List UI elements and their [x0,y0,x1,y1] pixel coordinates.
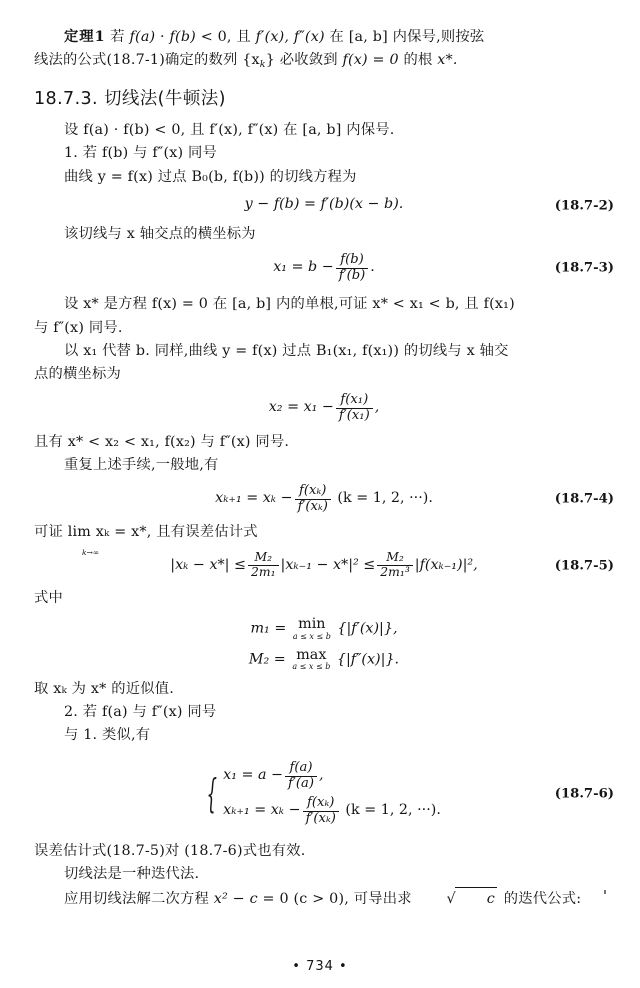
paragraph-16c: 的迭代公式: [499,890,582,907]
eq6-line2-trail: (k = 1, 2, ···). [345,801,441,818]
paragraph-16b: = 0 (c > 0), 可导出求 [257,890,417,907]
equation-18-7-2-row [34,196,614,216]
eq4-lhs: xₖ₊₁ = xₖ − [215,489,293,506]
eq6-line2-lhs: xₖ₊₁ = xₖ − [223,801,301,818]
equation-18-7-6-tag: (18.7-6) [554,786,614,802]
paragraph-1: 设 f(a) · f(b) < 0, 且 f′(x), f″(x) 在 [a, b] 内保号. [64,122,395,139]
paragraph-16a: 应用切线法解二次方程 [64,890,214,907]
paragraph-6b: 点的横坐标为 [34,365,121,382]
scan-artifact [604,890,606,894]
paragraph-12: 2. 若 f(a) 与 f″(x) 同号 [64,704,217,721]
eq6-line2-fraction [303,796,339,826]
eq6-line1-denominator: f′(a) [285,776,317,792]
eqm2-lhs: M₂ = [248,651,286,668]
equation-m2-row [34,648,614,671]
theorem-line2b: } 必收敛到 [265,52,343,69]
eqx2-trail: , [374,398,380,415]
eqx2-numerator: f(x₁) [340,392,369,408]
eqm1-limit: a ≤ x ≤ b [292,631,331,641]
paragraph-9-text: 可证 lim xₖ = x*, 且有误差估计式 [34,524,258,541]
eq6-line-1 [223,761,441,791]
eqx2-denominator: f′(x₁) [336,408,373,424]
eq4-fraction [295,484,331,514]
eq3-trail: . [370,258,375,275]
eqm1-rhs: {|f′(x)|}, [337,620,398,637]
equation-18-7-3-tag: (18.7-3) [554,260,614,276]
theorem-expr-fafb: f(a) · f(b) [129,29,196,45]
eq3-denominator: f′(b) [336,268,369,284]
eqm1-min-operator [293,617,331,640]
eq6-line2-numerator: f(xₖ) [307,794,335,810]
eq5-fraction-1 [248,551,279,580]
paragraph-14: 误差估计式(18.7-5)对 (18.7-6)式也有效. [34,843,306,860]
equation-18-7-2-body: y − f(b) = f′(b)(x − b). [244,195,404,212]
eqm2-op: max [296,646,327,663]
eq3-fraction [336,253,369,283]
eq5-frac1-denominator: 2m₁ [248,565,279,580]
eqm2-max-operator [292,648,330,671]
eq6-brace-group [207,757,441,830]
eq5-part2: |xₖ₋₁ − x*|² ≤ [280,557,376,574]
paragraph-3: 曲线 y = f(x) 过点 B₀(b, f(b)) 的切线方程为 [64,168,357,185]
paragraph-5b: 与 f″(x) 同号. [34,319,123,336]
paragraph-15: 切线法是一种迭代法. [64,866,200,883]
eq3-numerator: f(b) [340,251,364,267]
radical-sign: √ [446,890,456,907]
theorem-text-b: < 0, 且 [195,29,256,45]
equation-18-7-4-body [34,484,614,514]
eq6-line2-denominator: f′(xₖ) [303,811,339,827]
equation-18-7-5-body [34,551,614,580]
paragraph-10: 式中 [34,590,63,607]
sqrt-c-radical [416,887,499,911]
eq4-numerator: f(xₖ) [299,482,327,498]
theorem-line2: 线法的公式(18.7-1)确定的数列 {x [34,52,260,69]
eq6-line-2 [223,796,441,826]
eqx2-fraction [336,393,373,423]
paragraph-4: 该切线与 x 轴交点的横坐标为 [64,225,256,242]
eqm2-rhs: {|f″(x)|}. [336,651,400,668]
paragraph-5a: 设 x* 是方程 f(x) = 0 在 [a, b] 内的单根,可证 x* < x₁ < b, 且 f(x₁) [64,296,515,313]
equation-18-7-4-tag: (18.7-4) [554,491,614,507]
eq4-trail: (k = 1, 2, ···). [337,489,433,506]
theorem-subscript-k: k [259,58,266,70]
eq5-frac2-denominator: 2m₁³ [377,565,413,580]
equation-18-7-3-body [34,253,614,283]
theorem-text-c: 在 [a, b] 内保号,则按弦 [324,29,485,45]
equation-18-7-6-body [34,757,614,830]
theorem-paragraph-line2 [34,49,614,72]
equation-m2-body [34,648,614,671]
eq5-frac2-numerator: M₂ [386,550,404,565]
equation-18-7-3-row [34,253,614,283]
theorem-label: 定理1 [64,29,106,45]
equation-18-7-6-row [34,757,614,830]
eq6-line1-trail: , [318,767,324,784]
paragraph-16 [34,887,614,911]
equation-18-7-2-tag: (18.7-2) [554,198,614,214]
eq6-line1-fraction [285,761,317,791]
page-number: • 734 • [292,959,348,974]
equation-18-7-4-row [34,484,614,514]
eq5-fraction-2 [377,551,413,580]
radical-argument: c [455,887,497,911]
eqm1-lhs: m₁ = [250,620,287,637]
theorem-expr-derivs: f′(x), f″(x) [255,29,325,45]
eqm2-limit: a ≤ x ≤ b [292,661,331,671]
eq5-part1: |xₖ − x*| ≤ [170,557,246,574]
eqm1-op: min [298,616,326,633]
paragraph-8: 重复上述手续,一般地,有 [64,456,219,473]
lim-subscript-annotation: k→∞ [82,548,100,557]
equation-m1-body [34,617,614,640]
eq4-denominator: f′(xₖ) [295,499,331,515]
eq6-line1-lhs: x₁ = a − [223,767,284,784]
text-column [34,26,614,911]
theorem-expr-root: f(x) = 0 [342,52,399,69]
equation-x2-body [34,393,614,423]
theorem-line2c: 的根 [398,52,438,69]
eq5-part3: |f(xₖ₋₁)|², [414,557,478,574]
theorem-expr-xstar: x*. [437,52,458,69]
eq3-lhs: x₁ = b − [273,258,334,275]
paragraph-2: 1. 若 f(b) 与 f″(x) 同号 [64,145,217,162]
equation-x2-row [34,393,614,423]
paragraph-7: 且有 x* < x₂ < x₁, f(x₂) 与 f″(x) 同号. [34,433,290,450]
paragraph-13: 与 1. 类似,有 [64,727,151,744]
paragraph-9 [34,521,614,544]
paragraph-16-equation: x² − c [213,890,258,907]
eqx2-lhs: x₂ = x₁ − [268,398,334,415]
equation-m1-row [34,617,614,640]
equation-18-7-5-tag: (18.7-5) [554,558,614,574]
theorem-text-a: 若 [110,29,130,45]
eq6-line1-numerator: f(a) [289,760,313,776]
paragraph-6a: 以 x₁ 代替 b. 同样,曲线 y = f(x) 过点 B₁(x₁, f(x₁)) 的切线与 x 轴交 [64,342,509,359]
equation-18-7-5-row [34,551,614,580]
paragraph-11: 取 xₖ 为 x* 的近似值. [34,680,174,697]
section-heading: 18.7.3. 切线法(牛顿法) [34,89,226,110]
eq5-frac1-numerator: M₂ [254,550,273,565]
theorem-paragraph [34,26,614,49]
